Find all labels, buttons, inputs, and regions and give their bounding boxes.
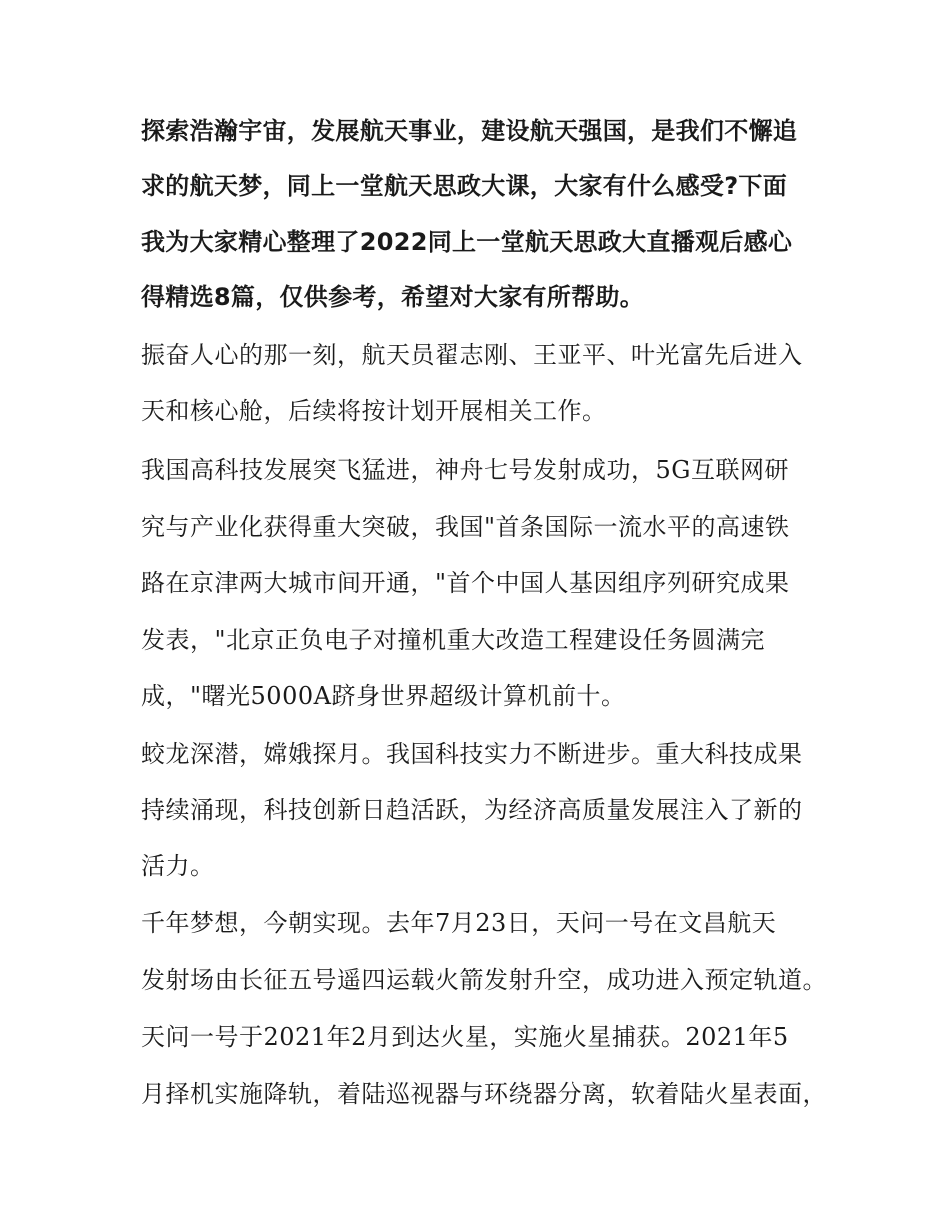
intro-line-1: 探索浩瀚宇宙，发展航天事业，建设航天强国，是我们不懈追 bbox=[141, 117, 798, 145]
body-line-14: 月择机实施降轨，着陆巡视器与环绕器分离，软着陆火星表面， bbox=[141, 1080, 827, 1108]
body-line-11: 千年梦想，今朝实现。去年7月23日，天问一号在文昌航天 bbox=[141, 909, 777, 937]
body-line-6: 发表，"北京正负电子对撞机重大改造工程建设任务圆满完 bbox=[141, 626, 766, 654]
body-line-7: 成，"曙光5000A跻身世界超级计算机前十。 bbox=[141, 682, 626, 710]
body-line-5: 路在京津两大城市间开通，"首个中国人基因组序列研究成果 bbox=[141, 569, 790, 597]
body-line-3: 我国高科技发展突飞猛进，神舟七号发射成功，5G互联网研 bbox=[141, 456, 789, 484]
intro-line-3: 我为大家精心整理了2022同上一堂航天思政大直播观后感心 bbox=[141, 228, 793, 256]
body-line-8: 蛟龙深潜，嫦娥探月。我国科技实力不断进步。重大科技成果 bbox=[141, 740, 803, 768]
body-line-10: 活力。 bbox=[141, 852, 215, 880]
body-line-2: 天和核心舱，后续将按计划开展相关工作。 bbox=[141, 397, 607, 425]
body-line-4: 究与产业化获得重大突破，我国"首条国际一流水平的高速铁 bbox=[141, 513, 790, 541]
body-line-13: 天问一号于2021年2月到达火星，实施火星捕获。2021年5 bbox=[141, 1023, 789, 1051]
intro-line-4: 得精选8篇，仅供参考，希望对大家有所帮助。 bbox=[141, 283, 644, 311]
intro-line-2: 求的航天梦，同上一堂航天思政大课，大家有什么感受?下面 bbox=[141, 172, 788, 200]
body-line-1: 振奋人心的那一刻，航天员翟志刚、王亚平、叶光富先后进入 bbox=[141, 341, 803, 369]
body-line-12: 发射场由长征五号遥四运载火箭发射升空，成功进入预定轨道。 bbox=[141, 966, 827, 994]
body-line-9: 持续涌现，科技创新日趋活跃，为经济高质量发展注入了新的 bbox=[141, 796, 803, 824]
